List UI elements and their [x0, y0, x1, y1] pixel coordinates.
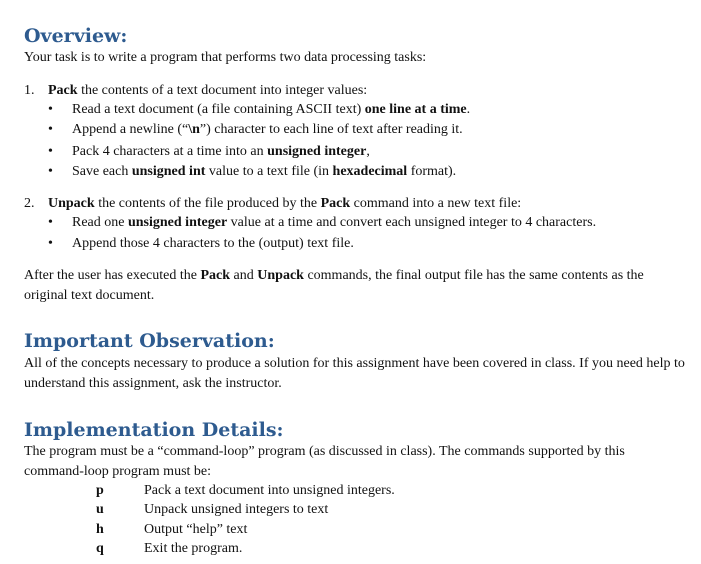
unpack-bullet-1-pre: Read one: [72, 215, 128, 230]
task-pack-title: Pack: [48, 83, 78, 98]
pack-bullet-1-pre: Read a text document (a file containing ASCII text): [72, 102, 365, 117]
observation-heading: Important Observation:: [24, 330, 275, 352]
command-key: q: [96, 541, 104, 556]
pack-bullet-3-pre: Pack 4 characters at a time into an: [72, 144, 268, 159]
bullet-dot: •: [48, 102, 53, 117]
command-desc: Unpack unsigned integers to text: [144, 502, 329, 517]
pack-bullet-1-bold: one line at a time: [364, 102, 467, 117]
task-pack-rest: the contents of a text document into integer values:: [77, 83, 368, 98]
task-unpack-rest1: the contents of the file produced by the: [94, 196, 321, 211]
after-text-2: and: [230, 268, 258, 283]
task-unpack-title: Unpack: [48, 196, 95, 211]
observation-text: All of the concepts necessary to produce a solution for this assignment have been covered in class. If you need help to understand this assignment, ask the instructor.: [24, 356, 685, 391]
pack-bullet-4-post2: format).: [407, 164, 457, 179]
task-pack-number: 1.: [24, 83, 35, 98]
after-text-1: After the user has executed the: [24, 268, 201, 283]
after-text-3: commands, the final output file has the same contents as the original text document.: [24, 268, 644, 303]
pack-bullet-4-post: value to a text file (in: [205, 164, 333, 179]
bullet-dot: •: [48, 215, 53, 230]
overview-intro: Your task is to write a program that performs two data processing tasks:: [24, 50, 427, 65]
implementation-heading: Implementation Details:: [24, 419, 284, 441]
task-unpack-bold-pack: Pack: [320, 196, 351, 211]
command-desc: Output “help” text: [144, 522, 248, 537]
bullet-dot: •: [48, 122, 53, 137]
unpack-bullet-2-pre: Append those 4 characters to the (output) text file.: [72, 236, 354, 251]
pack-bullet-2-post: ”) character to each line of text after reading it.: [199, 122, 463, 137]
bullet-dot: •: [48, 236, 53, 251]
command-key: p: [96, 483, 104, 498]
after-paragraph: [24, 266, 688, 306]
after-bold-pack: Pack: [200, 268, 231, 283]
pack-bullet-4-bold: unsigned int: [131, 164, 206, 179]
pack-bullet-2-pre: Append a newline (“: [72, 122, 189, 137]
task-unpack-number: 2.: [24, 196, 35, 211]
implementation-text: The program must be a “command-loop” program (as discussed in class). The commands supported by this command-loop program must be:: [24, 444, 625, 479]
pack-bullet-1-post: .: [466, 102, 471, 117]
task-unpack-text: [48, 194, 521, 214]
overview-heading: Overview:: [24, 25, 128, 47]
task-pack-text: [48, 81, 367, 101]
bullet-dot: •: [48, 144, 53, 159]
pack-bullet-4-bold2: hexadecimal: [332, 164, 408, 179]
pack-bullet-3-post: ,: [366, 144, 370, 159]
pack-bullet-2-bold: \n: [188, 122, 200, 137]
pack-bullet-3-bold: unsigned integer: [267, 144, 367, 159]
pack-bullet-4-pre: Save each: [72, 164, 132, 179]
unpack-bullet-1-post: value at a time and convert each unsigned integer to 4 characters.: [227, 215, 597, 230]
unpack-bullet-1-bold: unsigned integer: [127, 215, 228, 230]
bullet-dot: •: [48, 164, 53, 179]
command-key: h: [96, 522, 104, 537]
command-key: u: [96, 502, 104, 517]
command-desc: Exit the program.: [144, 541, 243, 556]
command-desc: Pack a text document into unsigned integers.: [144, 483, 395, 498]
after-bold-unpack: Unpack: [257, 268, 304, 283]
task-unpack-rest2: command into a new text file:: [350, 196, 522, 211]
